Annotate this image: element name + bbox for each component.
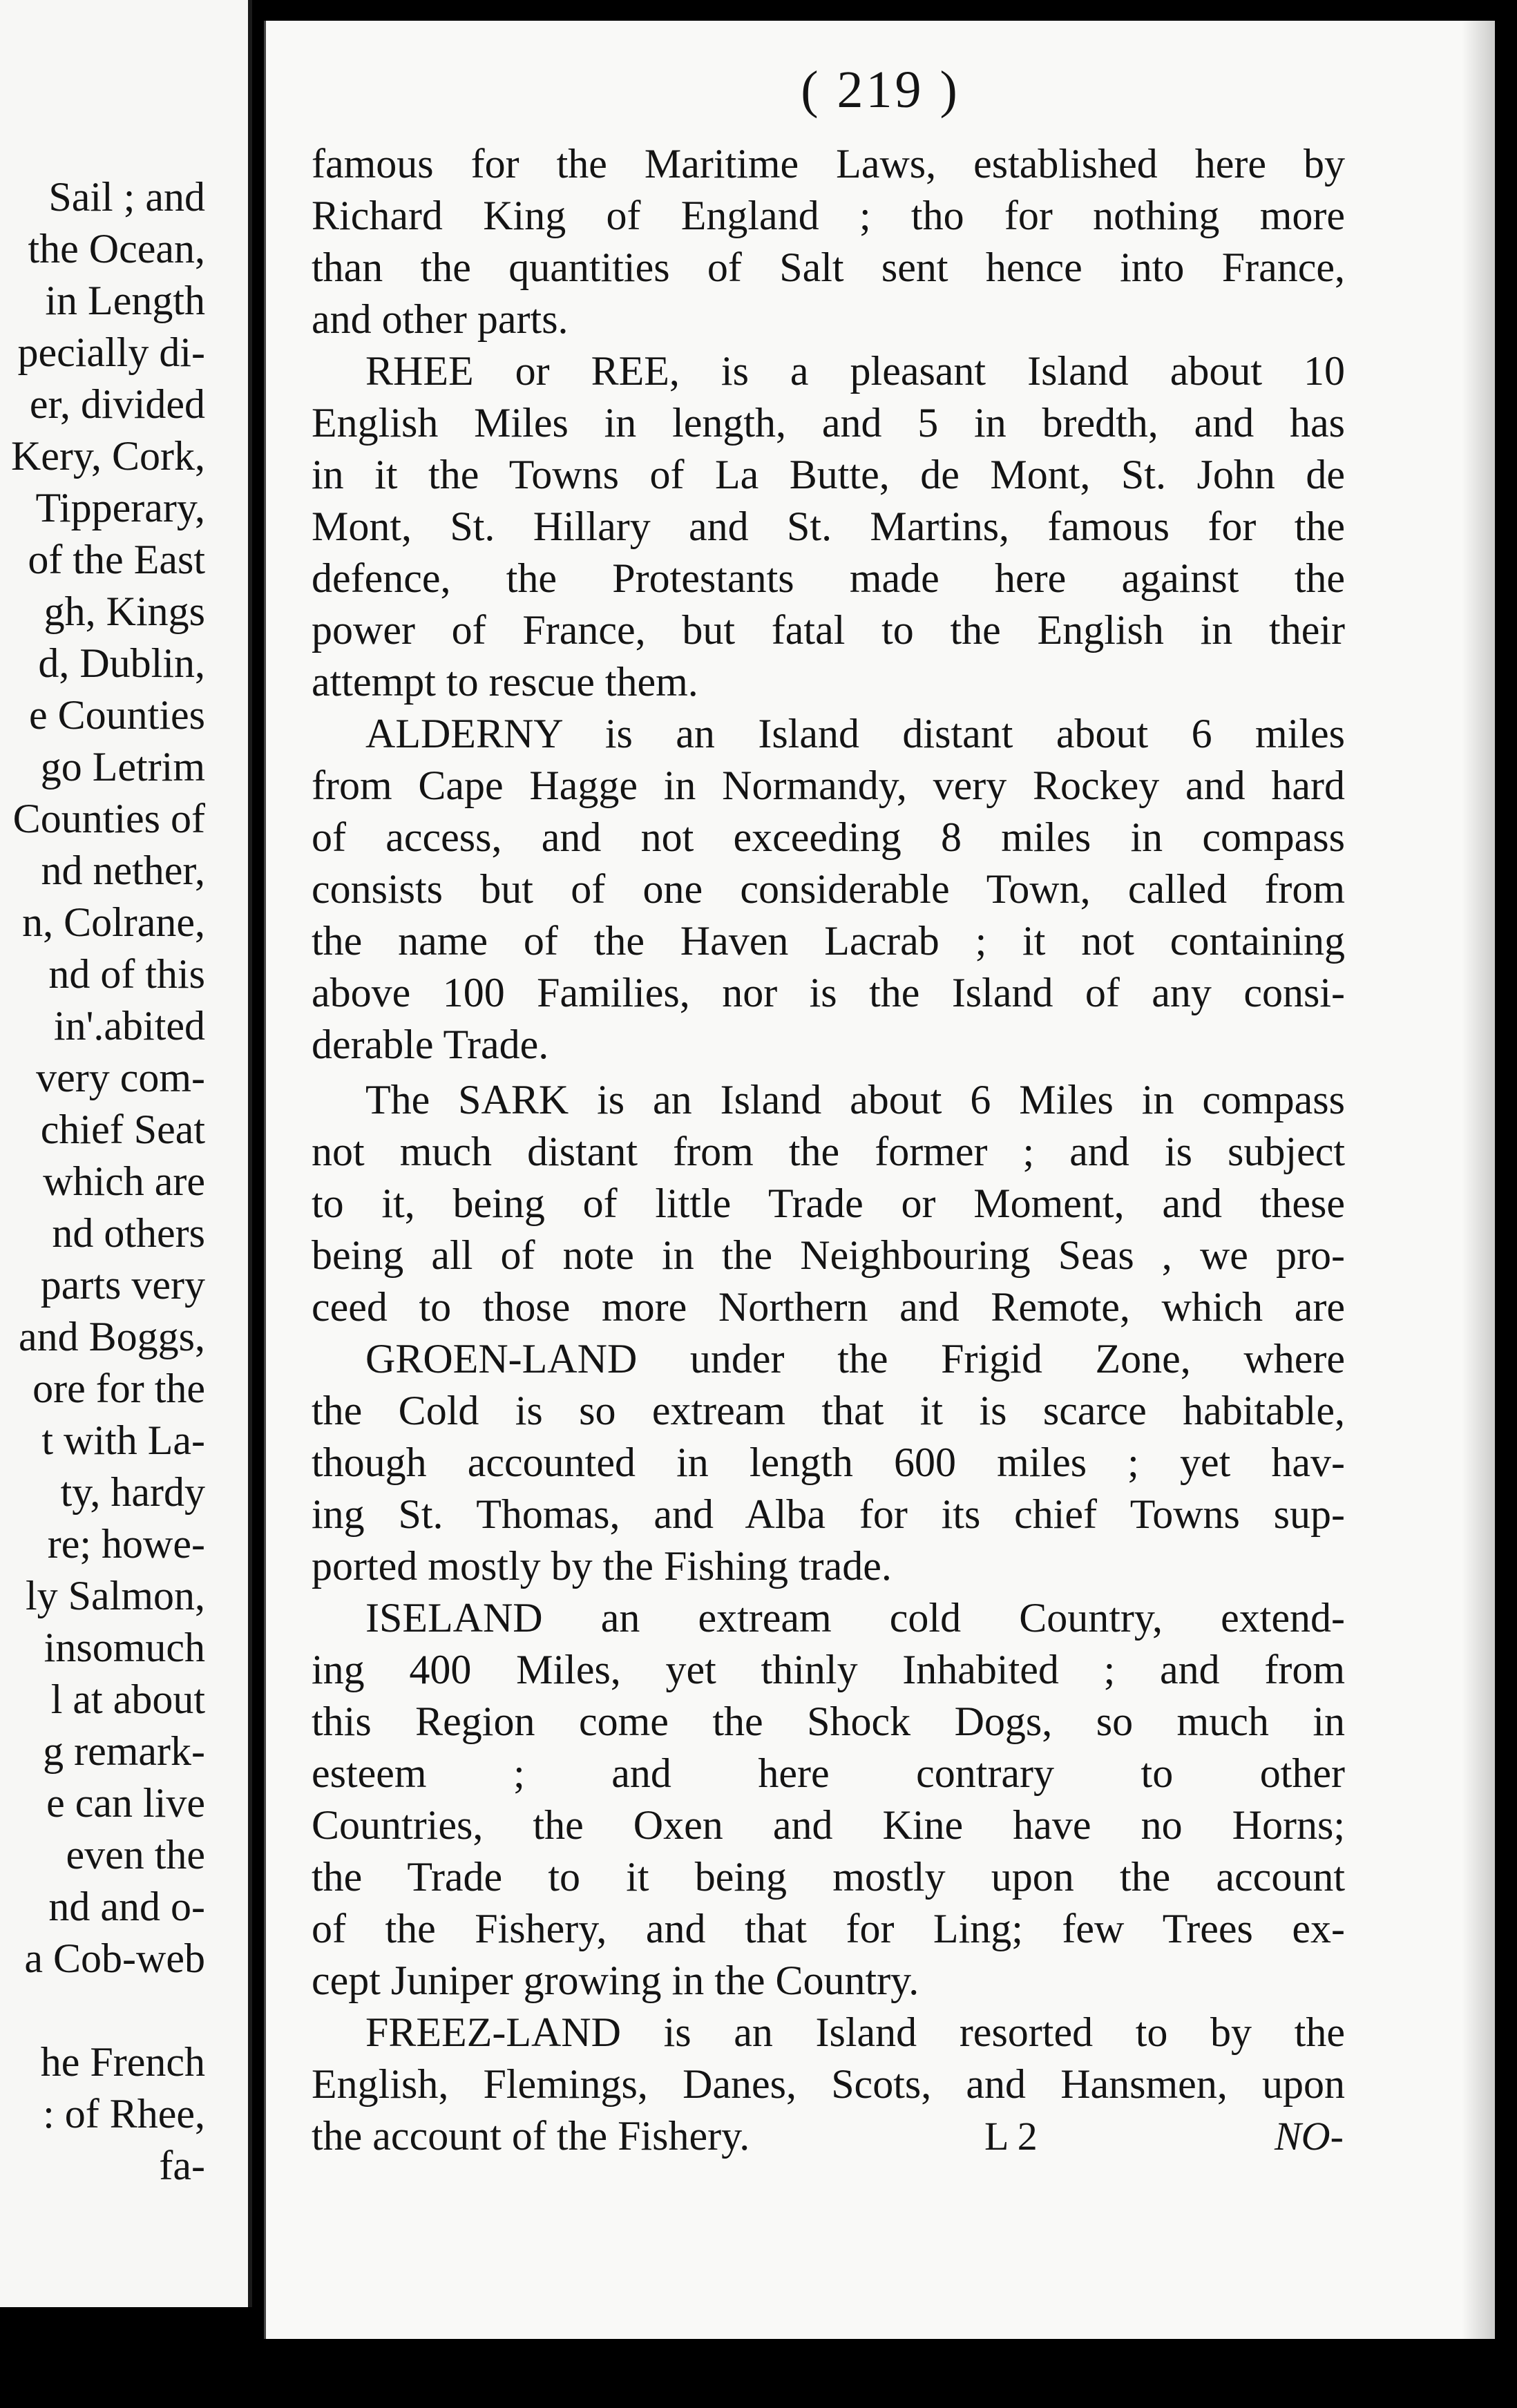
left-text-line: nd nether, [41,848,205,893]
body-line: famous for the Maritime Laws, established here by [312,141,1345,187]
body-line: derable Trade. [312,1022,549,1067]
body-line: ALDERNY is an Island distant about 6 miles [365,711,1345,756]
left-text-line: a Cob-web [24,1936,205,1981]
left-text-line: fa- [159,2143,205,2188]
body-line: GROEN-LAND under the Frigid Zone, where [365,1336,1345,1382]
left-text-line: the Ocean, [28,226,205,271]
left-text-line: parts very [40,1262,205,1308]
body-line: the Cold is so extream that it is scarce habitable, [312,1388,1345,1433]
body-line: this Region come the Shock Dogs, so much in [312,1699,1345,1744]
body-line: FREEZ-LAND is an Island resorted to by the [365,2009,1345,2055]
left-page-fragment [0,0,252,2307]
body-line: power of France, but fatal to the English in their [312,607,1345,653]
left-text-line: chief Seat [40,1107,205,1152]
body-line: to it, being of little Trade or Moment, and these [312,1181,1345,1226]
body-line: not much distant from the former ; and is subject [312,1129,1345,1174]
body-line: the name of the Haven Lacrab ; it not containing [312,918,1345,964]
body-line: ing 400 Miles, yet thinly Inhabited ; and from [312,1647,1345,1692]
body-line: ing St. Thomas, and Alba for its chief Towns sup- [312,1491,1345,1537]
body-line: English Miles in length, and 5 in bredth, and has [312,400,1345,446]
body-line: RHEE or REE, is a pleasant Island about 10 [365,348,1345,394]
left-text-line: even the [66,1832,205,1877]
signature-mark: L 2 [984,2114,1038,2159]
body-line: ISELAND an extream cold Country, extend- [365,1595,1345,1641]
left-text-line: which are [43,1158,205,1204]
left-text-line: er, divided [29,381,205,427]
body-line: esteem ; and here contrary to other [312,1750,1345,1796]
body-line: being all of note in the Neighbouring Seas , we pro- [312,1232,1345,1278]
left-text-line: e Counties [29,692,205,738]
catchword: NO- [1275,2114,1344,2159]
body-line: and other parts. [312,296,569,342]
left-text-line: l at about [50,1676,205,1722]
left-text-line: and Boggs, [19,1314,205,1359]
body-line: ceed to those more Northern and Remote, which are [312,1284,1345,1330]
body-line: cept Juniper growing in the Country. [312,1958,919,2003]
left-text-line: e can live [46,1780,205,1826]
left-text-line: Sail ; and [48,174,205,220]
left-text-line: pecially di- [17,329,205,375]
body-line: than the quantities of Salt sent hence into France, [312,245,1345,290]
left-text-line: nd of this [48,951,205,997]
body-line: consists but of one considerable Town, called from [312,866,1345,912]
body-line: in it the Towns of La Butte, de Mont, St. John de [312,452,1345,497]
body-line: Richard King of England ; tho for nothing more [312,193,1345,238]
body-line: the Trade to it being mostly upon the account [312,1854,1345,1900]
body-line: Mont, St. Hillary and St. Martins, famous for the [312,504,1345,549]
left-text-line: in Length [45,278,205,323]
left-text-line: in'.abited [53,1003,205,1049]
left-text-line: t with La- [41,1417,205,1463]
body-line: though accounted in length 600 miles ; yet hav- [312,1440,1345,1485]
left-text-line: : of Rhee, [43,2091,205,2137]
left-text-line: ty, hardy [60,1469,205,1515]
body-line: The SARK is an Island about 6 Miles in compass [365,1077,1345,1122]
left-text-line: go Letrim [40,744,205,790]
body-line: attempt to rescue them. [312,659,698,705]
left-text-line: gh, Kings [44,589,205,634]
body-line: from Cape Hagge in Normandy, very Rockey and hard [312,763,1345,808]
body-line: the account of the Fishery. [312,2113,750,2159]
body-line: of the Fishery, and that for Ling; few Trees ex- [312,1906,1345,1951]
left-text-line: re; howe- [47,1521,205,1567]
left-text-line: Counties of [12,796,205,841]
left-text-line: Kery, Cork, [10,433,205,479]
body-line: ported mostly by the Fishing trade. [312,1543,892,1589]
left-text-line: of the East [28,537,205,582]
page-number: ( 219 ) [801,61,960,119]
body-line: above 100 Families, nor is the Island of any consi- [312,970,1345,1015]
left-text-line: g remark- [43,1728,205,1774]
left-text-line: n, Colrane, [22,899,205,945]
left-text-line: very com- [36,1055,205,1100]
left-text-line: he French [40,2039,205,2085]
right-page [264,21,1495,2339]
body-line: of access, and not exceeding 8 miles in compass [312,814,1345,860]
left-text-line: insomuch [44,1625,205,1670]
body-line: Countries, the Oxen and Kine have no Horns; [312,1802,1345,1848]
body-line: English, Flemings, Danes, Scots, and Hansmen, upon [312,2061,1345,2107]
left-text-line: ly Salmon, [25,1573,205,1618]
left-text-line: nd others [52,1210,205,1256]
left-text-line: Tipperary, [35,485,205,531]
body-line: defence, the Protestants made here against the [312,555,1345,601]
left-text-line: nd and o- [48,1884,205,1929]
left-text-line: d, Dublin, [38,640,205,686]
left-text-line: ore for the [32,1366,205,1411]
